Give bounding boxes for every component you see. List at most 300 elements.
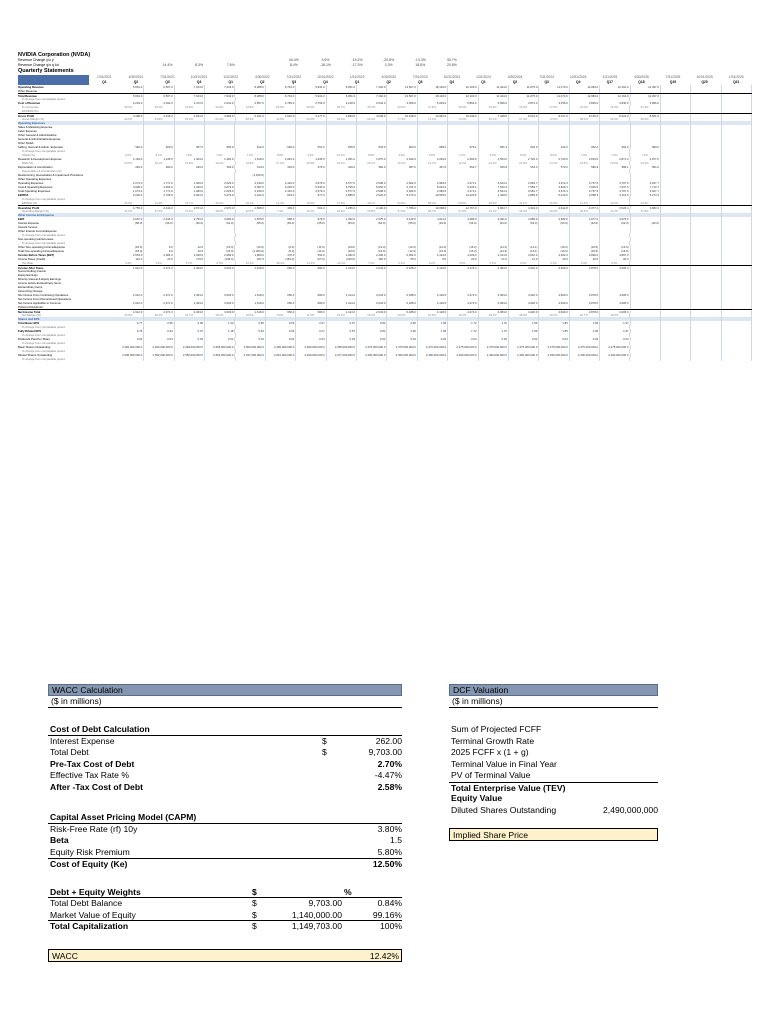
statement-cell[interactable] [327,109,357,113]
statement-cell[interactable]: (15.0) [205,245,235,249]
statement-cell[interactable]: 4,209.0 [448,253,478,257]
statement-cell[interactable]: 0.5% [509,261,539,265]
statement-cell[interactable]: (1,353.0) [235,173,265,177]
statement-cell[interactable]: 0.27 [296,329,326,333]
statement-cell[interactable]: 664.0 [509,145,539,149]
statement-cell[interactable]: 18,120.0 [418,94,448,97]
statement-cell[interactable]: 35.2% [144,105,174,109]
statement-cell[interactable]: (65.0) [387,221,417,225]
statement-cell[interactable] [479,89,509,93]
statement-cell[interactable]: 34.8% [175,105,205,109]
statement-cell[interactable]: 7,637.6 [600,185,630,189]
statement-cell[interactable] [448,305,478,309]
statement-cell[interactable]: 4,973.0 [600,217,630,221]
statement-cell[interactable]: 0.04 [327,337,357,341]
statement-cell[interactable]: 37.6% [175,209,205,213]
statement-cell[interactable]: 1,673.0 [114,189,144,193]
statement-cell[interactable]: 6,188.0 [387,266,417,269]
statement-cell[interactable]: 2,576.0 [296,189,326,193]
statement-cell[interactable]: 2,553.0 [479,157,509,161]
statement-cell[interactable]: 977.0 [296,193,326,197]
statement-cell[interactable] [266,305,296,309]
statement-cell[interactable]: 3,817.7 [631,181,661,185]
statement-cell[interactable]: 12,164.0 [600,94,630,97]
statement-cell[interactable]: 2,490,000,000.0 [479,353,509,357]
statement-cell[interactable]: 23.6% [600,161,630,165]
statement-cell[interactable]: (65.0) [235,221,265,225]
statement-cell[interactable]: 3,681.7 [509,181,539,185]
statement-cell[interactable]: 0.4% [387,261,417,265]
statement-cell[interactable] [205,305,235,309]
statement-cell[interactable]: 53.6% [296,117,326,121]
statement-cell[interactable] [631,305,661,309]
statement-cell[interactable]: 2,490,000,000.0 [387,353,417,357]
statement-cell[interactable] [418,357,448,361]
statement-cell[interactable]: 6,051.0 [327,85,357,89]
statement-cell[interactable]: 1,618.0 [235,301,265,305]
statement-cell[interactable]: 13,220.6 [448,193,478,197]
statement-cell[interactable]: 22.8% [418,313,448,317]
statement-cell[interactable]: 4,631.0 [175,114,205,117]
statement-cell[interactable]: 64.6% [357,117,387,121]
statement-cell[interactable]: 0.04 [479,337,509,341]
statement-cell[interactable]: 4.4% [114,261,144,265]
statement-cell[interactable]: 601.0 [296,206,326,209]
statement-cell[interactable]: 2,662.0 [387,181,417,185]
statement-cell[interactable] [509,357,539,361]
statement-cell[interactable]: 2,564,000,000.0 [205,353,235,357]
statement-cell[interactable]: 60.6% [114,117,144,121]
statement-cell[interactable]: 68.0% [570,117,600,121]
statement-cell[interactable]: 6,129.0 [387,217,417,221]
statement-cell[interactable]: 20.0 [448,257,478,261]
statement-cell[interactable]: 3,839.0 [570,101,600,105]
statement-cell[interactable]: 2,470,000,000.0 [357,345,387,349]
statement-cell[interactable]: 1,912.0 [114,301,144,305]
statement-cell[interactable]: 40.2% [539,313,569,317]
statement-cell[interactable]: 40.3% [600,313,630,317]
statement-cell[interactable]: 20.0 [539,257,569,261]
statement-cell[interactable]: 7,713.7 [631,185,661,189]
statement-cell[interactable]: 2,464.0 [175,266,205,269]
statement-cell[interactable]: 4,905.0 [600,266,630,269]
statement-cell[interactable]: 6,507.0 [144,94,174,97]
statement-cell[interactable]: 4,134.0 [418,253,448,257]
statement-cell[interactable]: 2,477,000,000.0 [327,353,357,357]
statement-cell[interactable]: 46.4% [296,105,326,109]
statement-cell[interactable]: 520.0 [114,145,144,149]
statement-cell[interactable]: 36.0% [114,201,144,205]
statement-cell[interactable]: 19.1% [144,161,174,165]
statement-cell[interactable]: 40.7% [570,313,600,317]
statement-cell[interactable]: 12.7% [418,161,448,165]
statement-cell[interactable]: (14.3) [479,245,509,249]
statement-cell[interactable]: 166.0 [357,257,387,261]
statement-cell[interactable]: 4,642.8 [539,206,569,209]
statement-cell[interactable]: 2,697.0 [114,217,144,221]
statement-cell[interactable]: 2,728.0 [144,193,174,197]
statement-cell[interactable]: 2,490,000,000.0 [600,353,630,357]
statement-cell[interactable]: 2,750.0 [175,217,205,221]
statement-cell[interactable] [600,89,630,93]
statement-cell[interactable]: 551.0 [296,145,326,149]
statement-cell[interactable]: 22.9% [509,161,539,165]
statement-cell[interactable]: 5,087.0 [235,185,265,189]
statement-cell[interactable]: 12,767.9 [448,206,478,209]
statement-cell[interactable]: (63.0) [418,221,448,225]
statement-cell[interactable]: 12,164.0 [600,85,630,89]
statement-cell[interactable]: 0.04 [448,337,478,341]
interest-expense-value[interactable]: 262.00 [375,735,402,746]
statement-cell[interactable]: (16.0) [539,245,569,249]
statement-cell[interactable]: 63.3% [327,117,357,121]
statement-cell[interactable]: 4,883.6 [509,193,539,197]
statement-cell[interactable]: (14.1) [509,245,539,249]
statement-cell[interactable]: 22.0 [175,249,205,253]
statement-cell[interactable]: 5.6% [509,153,539,157]
statement-cell[interactable]: 1,618.0 [235,157,265,161]
statement-cell[interactable]: 833.0 [266,193,296,197]
statement-cell[interactable]: 7.9% [570,153,600,157]
statement-cell[interactable]: 0.5% [479,261,509,265]
statement-cell[interactable]: 2,230.0 [235,181,265,185]
statement-cell[interactable]: 2,384.0 [144,253,174,257]
statement-cell[interactable] [418,89,448,93]
statement-cell[interactable]: 2.48 [387,321,417,325]
statement-cell[interactable]: 7.2% [357,261,387,265]
statement-cell[interactable]: 593.0 [296,253,326,257]
statement-cell[interactable]: 4,609.0 [539,301,569,305]
statement-cell[interactable] [387,89,417,93]
statement-cell[interactable]: 4,274.0 [448,266,478,269]
statement-cell[interactable]: (15.2) [448,245,478,249]
statement-cell[interactable]: (58.0) [114,221,144,225]
statement-cell[interactable]: 4,795.0 [327,185,357,189]
statement-cell[interactable]: (16.9) [600,245,630,249]
statement-cell[interactable]: (62.0) [631,221,661,225]
statement-cell[interactable]: 1,414.0 [327,301,357,305]
statement-cell[interactable] [630,109,660,113]
statement-cell[interactable]: 2,754.0 [296,101,326,105]
statement-cell[interactable]: 2,552,000,000.0 [144,353,174,357]
statement-cell[interactable]: 592.0 [266,145,296,149]
dcf-row-value[interactable] [578,783,658,794]
statement-cell[interactable]: 19.5% [236,161,266,165]
statement-cell[interactable]: 1.72 [448,329,478,333]
statement-cell[interactable]: 6.0 [144,245,174,249]
statement-cell[interactable]: 27.2% [266,161,296,165]
statement-cell[interactable]: 2,857.0 [235,101,265,105]
statement-cell[interactable] [387,357,417,361]
statement-cell[interactable]: 6,051.0 [327,94,357,97]
statement-cell[interactable] [479,357,509,361]
statement-cell[interactable]: 0.57 [327,321,357,325]
statement-cell[interactable]: 3.8% [418,153,448,157]
statement-cell[interactable]: 2,970.0 [205,206,235,209]
statement-cell[interactable]: 2,662.0 [387,189,417,193]
statement-cell[interactable]: 580.9 [570,165,600,169]
statement-cell[interactable]: (12.0) [387,245,417,249]
statement-cell[interactable]: 4,274.0 [448,310,478,313]
aftertax-cost-value[interactable]: 2.58% [377,781,402,792]
statement-cell[interactable]: 1.85 [539,321,569,325]
statement-cell[interactable]: 32.2% [327,161,357,165]
statement-cell[interactable]: 5,431.0 [235,114,265,117]
statement-cell[interactable]: 2,644.0 [205,101,235,105]
statement-cell[interactable]: 1,362.0 [327,217,357,221]
statement-cell[interactable]: (63.0) [448,221,478,225]
statement-cell[interactable]: 0.04 [144,337,174,341]
statement-cell[interactable]: 633.0 [357,145,387,149]
statement-cell[interactable]: (65.0) [327,221,357,225]
statement-cell[interactable]: 38.9% [205,209,235,213]
statement-cell[interactable]: 4,319.3 [509,206,539,209]
statement-cell[interactable]: (63.0) [479,221,509,225]
statement-cell[interactable]: 3,003.0 [205,301,235,305]
statement-cell[interactable]: (63.0) [509,221,539,225]
statement-cell[interactable]: 2,375.0 [357,217,387,221]
statement-cell[interactable]: 680.0 [296,301,326,305]
statement-cell[interactable]: 1.86 [509,321,539,325]
statement-cell[interactable]: 2,371.0 [144,266,174,269]
statement-cell[interactable]: 42.0% [600,201,630,205]
statement-cell[interactable]: 2,544.0 [357,101,387,105]
statement-cell[interactable] [539,357,569,361]
statement-cell[interactable]: 2,043.0 [357,266,387,269]
statement-cell[interactable]: 3,874.0 [509,101,539,105]
statement-cell[interactable]: 18,120.0 [418,85,448,89]
statement-cell[interactable]: 0.76 [114,329,144,333]
statement-cell[interactable]: 4,682.0 [539,217,569,221]
statement-cell[interactable]: (11.0) [296,245,326,249]
statement-cell[interactable]: 3,903.7 [479,206,509,209]
statement-cell[interactable]: 26.1% [236,201,266,205]
statement-cell[interactable]: 32.8% [296,161,326,165]
statement-cell[interactable]: 952.0 [570,145,600,149]
statement-cell[interactable] [509,89,539,93]
statement-cell[interactable]: 8.1% [144,153,174,157]
statement-cell[interactable]: 65.4% [205,117,235,121]
statement-cell[interactable]: 2,983.0 [418,181,448,185]
statement-cell[interactable]: 2,416.0 [266,189,296,193]
statement-cell[interactable] [357,109,387,113]
effective-tax-value[interactable]: -4.47% [374,770,402,780]
statement-cell[interactable]: 7,448.0 [479,114,509,117]
statement-cell[interactable] [266,357,296,361]
statement-cell[interactable]: 2,554.0 [114,253,144,257]
statement-cell[interactable]: 2,371.0 [144,293,174,297]
statement-cell[interactable]: 914.2 [539,145,569,149]
statement-cell[interactable]: 2,556,000,000.0 [175,353,205,357]
statement-cell[interactable]: 309.0 [205,165,235,169]
dcf-row-value[interactable] [578,759,658,771]
statement-cell[interactable]: 0.04 [570,337,600,341]
statement-cell[interactable]: 2,416.0 [266,181,296,185]
statement-cell[interactable]: 8.0% [539,153,569,157]
statement-cell[interactable]: 0.04 [114,337,144,341]
statement-cell[interactable]: 40.5% [539,209,569,213]
statement-cell[interactable]: 12,397.0 [631,94,661,97]
statement-cell[interactable]: 33.8% [114,313,144,317]
statement-cell[interactable]: 8.0 [418,257,448,261]
statement-cell[interactable]: (14.0) [418,249,448,253]
statement-cell[interactable]: 0.4% [600,261,630,265]
statement-cell[interactable]: 3,156.0 [539,101,569,105]
statement-cell[interactable]: 2,490,000,000.0 [570,353,600,357]
statement-cell[interactable]: (19.0) [357,245,387,249]
statement-cell[interactable]: 3,003.0 [205,293,235,297]
statement-cell[interactable]: (14.0) [418,245,448,249]
statement-cell[interactable]: 5,661.0 [114,94,144,97]
statement-cell[interactable]: 526.0 [144,145,174,149]
statement-cell[interactable]: 2,577.0 [327,189,357,193]
statement-cell[interactable]: 2,029.0 [205,189,235,193]
statement-cell[interactable]: (61.0) [205,221,235,225]
statement-cell[interactable]: 2,493,000,000.0 [144,345,174,349]
statement-cell[interactable] [144,357,174,361]
statement-cell[interactable]: 42.9% [205,201,235,205]
statement-cell[interactable]: 2,043.0 [357,293,387,297]
statement-cell[interactable]: (65.0) [266,221,296,225]
statement-cell[interactable]: 24.1% [539,161,569,165]
statement-cell[interactable]: 16,239.0 [448,114,478,117]
statement-cell[interactable]: 22,103.0 [448,85,478,89]
statement-cell[interactable] [479,305,509,309]
statement-cell[interactable]: 20.0 [570,257,600,261]
statement-cell[interactable]: 0.99 [175,321,205,325]
statement-cell[interactable]: 8.8% [266,153,296,157]
statement-cell[interactable]: 2,475,000,000.0 [539,345,569,349]
statement-cell[interactable]: 7.6% [205,153,235,157]
statement-cell[interactable]: 4,126.0 [418,266,448,269]
statement-cell[interactable] [661,305,691,309]
statement-cell[interactable]: 1,912.0 [114,266,144,269]
statement-cell[interactable]: 176.0 [175,257,205,261]
statement-cell[interactable]: 19.8% [175,161,205,165]
statement-cell[interactable] [296,89,326,93]
total-debt-value[interactable]: 9,703.00 [368,747,402,757]
statement-cell[interactable]: 1,875.0 [235,217,265,221]
statement-cell[interactable]: 676.1 [448,145,478,149]
statement-cell[interactable]: 2,294.0 [418,157,448,161]
statement-cell[interactable]: 962.0 [600,145,630,149]
statement-cell[interactable] [630,261,660,265]
statement-cell[interactable]: 4,878.0 [570,301,600,305]
statement-cell[interactable]: 8.8% [357,153,387,157]
statement-cell[interactable]: 1,163.0 [114,157,144,161]
dcf-row-value[interactable] [578,793,658,805]
statement-cell[interactable]: 0.4% [539,261,569,265]
statement-cell[interactable]: 6,704.0 [266,94,296,97]
statement-cell[interactable]: 2,490,000,000.0 [418,353,448,357]
statement-cell[interactable]: 3,996.0 [479,101,509,105]
statement-cell[interactable]: (19.0) [327,249,357,253]
statement-cell[interactable]: 0.04 [266,337,296,341]
statement-cell[interactable]: 34.5% [236,105,266,109]
statement-cell[interactable]: 2,961.0 [175,193,205,197]
wacc-result-value[interactable]: 12.42% [369,950,399,961]
statement-cell[interactable]: 2,464.0 [175,301,205,305]
statement-cell[interactable]: 564.3 [509,165,539,169]
statement-cell[interactable]: 557.0 [175,145,205,149]
statement-cell[interactable]: -11.3% [296,261,326,265]
statement-cell[interactable]: 8,173.0 [387,193,417,197]
statement-cell[interactable]: 2,218.0 [327,101,357,105]
statement-cell[interactable] [327,89,357,93]
statement-cell[interactable]: 41.9% [144,201,174,205]
statement-cell[interactable]: 31.6% [600,105,630,109]
statement-cell[interactable]: 35.1% [357,201,387,205]
statement-cell[interactable]: 1,960.0 [175,181,205,185]
statement-cell[interactable]: 36.4% [144,313,174,317]
statement-cell[interactable]: 2,576.0 [296,181,326,185]
statement-cell[interactable] [570,305,600,309]
statement-cell[interactable]: 680.0 [296,310,326,313]
statement-cell[interactable]: 1,414.0 [327,266,357,269]
statement-cell[interactable]: 0.82 [357,321,387,325]
statement-cell[interactable] [175,109,205,113]
statement-cell[interactable]: 20.0 [600,257,630,261]
statement-cell[interactable]: 2,915.0 [266,114,296,117]
statement-cell[interactable]: 28.4% [357,313,387,317]
statement-cell[interactable]: 72.2% [418,117,448,121]
statement-cell[interactable]: 5,931.0 [296,85,326,89]
statement-cell[interactable] [357,89,387,93]
statement-cell[interactable]: 36.5% [570,209,600,213]
statement-cell[interactable] [144,305,174,309]
statement-cell[interactable]: 22.3% [479,161,509,165]
statement-cell[interactable] [448,109,478,113]
statement-cell[interactable]: 9.2% [114,153,144,157]
statement-cell[interactable]: 4,602.0 [539,253,569,257]
statement-cell[interactable]: 55.7% [418,209,448,213]
statement-cell[interactable]: 34.7% [175,313,205,317]
statement-cell[interactable]: 680.0 [296,266,326,269]
statement-cell[interactable]: 6.0% [479,153,509,157]
statement-cell[interactable]: -10.1% [327,261,357,265]
statement-cell[interactable] [144,89,174,93]
statement-cell[interactable]: 2,490,000,000.0 [448,353,478,357]
statement-cell[interactable]: (19.0) [327,245,357,249]
statement-cell[interactable]: 1,256.0 [327,206,357,209]
statement-cell[interactable] [691,261,721,265]
statement-cell[interactable]: 612.0 [235,145,265,149]
statement-cell[interactable]: 2,819.0 [570,157,600,161]
statement-cell[interactable]: 2,464.0 [175,293,205,297]
statement-cell[interactable]: 2,508.0 [357,181,387,185]
statement-cell[interactable] [235,89,265,93]
statement-cell[interactable] [661,261,691,265]
statement-cell[interactable]: 7,103.0 [175,85,205,89]
statement-cell[interactable]: 1.66 [418,321,448,325]
statement-cell[interactable]: 6,052.0 [387,253,417,257]
statement-cell[interactable]: 8,317.0 [539,114,569,117]
statement-cell[interactable]: 13,081.0 [418,114,448,117]
statement-cell[interactable]: 45.4% [539,201,569,205]
statement-cell[interactable] [296,357,326,361]
statement-cell[interactable]: 656.0 [266,301,296,305]
dcf-row-value[interactable] [578,736,658,748]
statement-cell[interactable]: 6,188.0 [387,301,417,305]
statement-cell[interactable]: 7.9% [600,153,630,157]
statement-cell[interactable] [266,109,296,113]
statement-cell[interactable]: 4,620.0 [509,293,539,297]
risk-free-value[interactable]: 3.80% [377,823,402,834]
statement-cell[interactable]: 3,674.4 [539,189,569,193]
statement-cell[interactable]: 3,681.7 [509,189,539,193]
statement-cell[interactable]: 2,506,000,000.0 [235,345,265,349]
statement-cell[interactable]: 64.8% [144,117,174,121]
